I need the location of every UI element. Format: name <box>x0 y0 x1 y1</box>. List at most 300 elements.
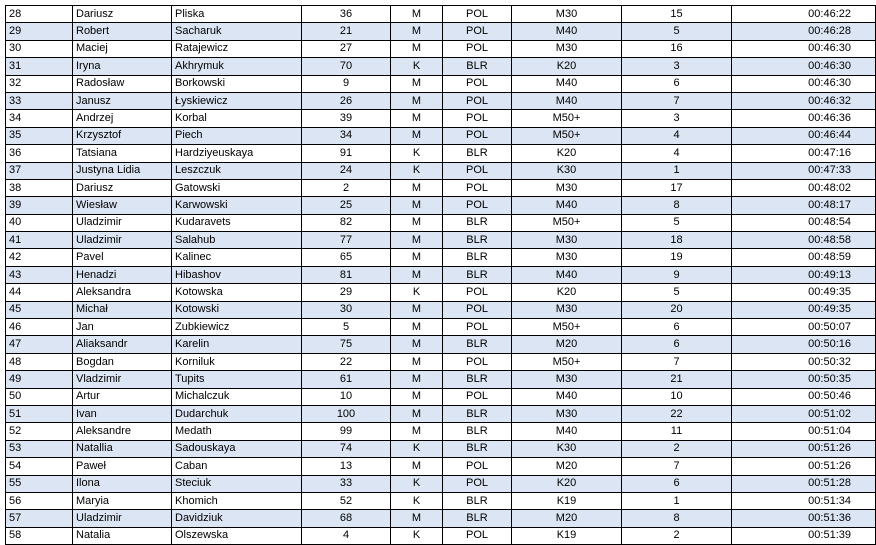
nationality-cell: BLR <box>443 371 512 388</box>
bib-number-cell: 2 <box>302 179 391 196</box>
category-place-cell: 18 <box>622 232 732 249</box>
last-name-cell: Piech <box>172 127 302 144</box>
table-row <box>6 266 876 283</box>
category-place-cell: 8 <box>622 197 732 214</box>
last-name-cell: Kalinec <box>172 249 302 266</box>
last-name-cell: Medath <box>172 423 302 440</box>
table-row <box>6 371 876 388</box>
nationality-cell: POL <box>443 110 512 127</box>
first-name-cell: Henadzi <box>73 266 172 283</box>
place-cell: 41 <box>6 232 73 249</box>
first-name-cell: Michał <box>73 301 172 318</box>
first-name-cell: Aleksandra <box>73 284 172 301</box>
finish-time-cell: 00:48:59 <box>732 249 876 266</box>
category-cell: M50+ <box>512 214 622 231</box>
finish-time-cell: 00:51:34 <box>732 492 876 509</box>
bib-number-cell: 65 <box>302 249 391 266</box>
last-name-cell: Karwowski <box>172 197 302 214</box>
table-row <box>6 475 876 492</box>
last-name-cell: Tupits <box>172 371 302 388</box>
finish-time-cell: 00:51:39 <box>732 527 876 544</box>
category-cell: M40 <box>512 423 622 440</box>
nationality-cell: POL <box>443 197 512 214</box>
bib-number-cell: 82 <box>302 214 391 231</box>
sex-cell: M <box>391 336 443 353</box>
category-place-cell: 3 <box>622 58 732 75</box>
first-name-cell: Ilona <box>73 475 172 492</box>
bib-number-cell: 10 <box>302 388 391 405</box>
finish-time-cell: 00:46:44 <box>732 127 876 144</box>
finish-time-cell: 00:51:02 <box>732 405 876 422</box>
place-cell: 31 <box>6 58 73 75</box>
results-table <box>5 5 876 545</box>
category-cell: M30 <box>512 249 622 266</box>
last-name-cell: Olszewska <box>172 527 302 544</box>
place-cell: 37 <box>6 162 73 179</box>
category-cell: K19 <box>512 492 622 509</box>
category-cell: M50+ <box>512 319 622 336</box>
category-cell: K19 <box>512 527 622 544</box>
category-cell: M30 <box>512 301 622 318</box>
results-table-body <box>6 6 876 545</box>
nationality-cell: POL <box>443 40 512 57</box>
table-row <box>6 284 876 301</box>
sex-cell: M <box>391 510 443 527</box>
category-cell: K20 <box>512 58 622 75</box>
place-cell: 40 <box>6 214 73 231</box>
sex-cell: M <box>391 40 443 57</box>
bib-number-cell: 68 <box>302 510 391 527</box>
first-name-cell: Dariusz <box>73 179 172 196</box>
sex-cell: M <box>391 319 443 336</box>
sex-cell: M <box>391 110 443 127</box>
category-place-cell: 6 <box>622 336 732 353</box>
category-cell: M40 <box>512 23 622 40</box>
table-row <box>6 301 876 318</box>
category-place-cell: 10 <box>622 388 732 405</box>
category-cell: M30 <box>512 371 622 388</box>
bib-number-cell: 13 <box>302 458 391 475</box>
last-name-cell: Khomich <box>172 492 302 509</box>
nationality-cell: POL <box>443 179 512 196</box>
category-cell: M20 <box>512 510 622 527</box>
last-name-cell: Kotowska <box>172 284 302 301</box>
first-name-cell: Vladzimir <box>73 371 172 388</box>
last-name-cell: Steciuk <box>172 475 302 492</box>
category-cell: M30 <box>512 6 622 23</box>
last-name-cell: Davidziuk <box>172 510 302 527</box>
finish-time-cell: 00:51:28 <box>732 475 876 492</box>
last-name-cell: Akhrymuk <box>172 58 302 75</box>
nationality-cell: BLR <box>443 423 512 440</box>
category-cell: M40 <box>512 92 622 109</box>
first-name-cell: Krzysztof <box>73 127 172 144</box>
sex-cell: M <box>391 127 443 144</box>
table-row <box>6 440 876 457</box>
category-place-cell: 15 <box>622 6 732 23</box>
category-place-cell: 6 <box>622 75 732 92</box>
finish-time-cell: 00:50:16 <box>732 336 876 353</box>
last-name-cell: Dudarchuk <box>172 405 302 422</box>
category-place-cell: 7 <box>622 458 732 475</box>
place-cell: 39 <box>6 197 73 214</box>
category-cell: M40 <box>512 75 622 92</box>
last-name-cell: Karelin <box>172 336 302 353</box>
finish-time-cell: 00:50:46 <box>732 388 876 405</box>
sex-cell: K <box>391 492 443 509</box>
category-place-cell: 4 <box>622 127 732 144</box>
first-name-cell: Uladzimir <box>73 232 172 249</box>
finish-time-cell: 00:48:54 <box>732 214 876 231</box>
nationality-cell: BLR <box>443 510 512 527</box>
place-cell: 36 <box>6 145 73 162</box>
bib-number-cell: 9 <box>302 75 391 92</box>
last-name-cell: Hibashov <box>172 266 302 283</box>
bib-number-cell: 30 <box>302 301 391 318</box>
table-row <box>6 232 876 249</box>
category-place-cell: 2 <box>622 440 732 457</box>
place-cell: 55 <box>6 475 73 492</box>
place-cell: 53 <box>6 440 73 457</box>
bib-number-cell: 81 <box>302 266 391 283</box>
category-cell: M50+ <box>512 127 622 144</box>
last-name-cell: Korbal <box>172 110 302 127</box>
sex-cell: M <box>391 75 443 92</box>
first-name-cell: Natalia <box>73 527 172 544</box>
finish-time-cell: 00:46:30 <box>732 58 876 75</box>
category-cell: M30 <box>512 179 622 196</box>
place-cell: 50 <box>6 388 73 405</box>
category-cell: M50+ <box>512 110 622 127</box>
nationality-cell: POL <box>443 75 512 92</box>
category-place-cell: 7 <box>622 353 732 370</box>
category-place-cell: 1 <box>622 162 732 179</box>
sex-cell: M <box>391 266 443 283</box>
sex-cell: K <box>391 475 443 492</box>
first-name-cell: Wiesław <box>73 197 172 214</box>
nationality-cell: BLR <box>443 249 512 266</box>
category-place-cell: 21 <box>622 371 732 388</box>
table-row <box>6 110 876 127</box>
sex-cell: K <box>391 162 443 179</box>
nationality-cell: POL <box>443 23 512 40</box>
category-place-cell: 11 <box>622 423 732 440</box>
bib-number-cell: 5 <box>302 319 391 336</box>
place-cell: 28 <box>6 6 73 23</box>
table-row <box>6 162 876 179</box>
bib-number-cell: 74 <box>302 440 391 457</box>
finish-time-cell: 00:48:02 <box>732 179 876 196</box>
first-name-cell: Ivan <box>73 405 172 422</box>
last-name-cell: Gatowski <box>172 179 302 196</box>
last-name-cell: Hardziyeuskaya <box>172 145 302 162</box>
sex-cell: K <box>391 440 443 457</box>
table-row <box>6 214 876 231</box>
nationality-cell: BLR <box>443 232 512 249</box>
category-place-cell: 6 <box>622 475 732 492</box>
nationality-cell: BLR <box>443 440 512 457</box>
last-name-cell: Zubkiewicz <box>172 319 302 336</box>
bib-number-cell: 29 <box>302 284 391 301</box>
category-place-cell: 3 <box>622 110 732 127</box>
nationality-cell: POL <box>443 475 512 492</box>
nationality-cell: BLR <box>443 336 512 353</box>
place-cell: 30 <box>6 40 73 57</box>
bib-number-cell: 4 <box>302 527 391 544</box>
first-name-cell: Jan <box>73 319 172 336</box>
table-row <box>6 127 876 144</box>
first-name-cell: Maciej <box>73 40 172 57</box>
place-cell: 57 <box>6 510 73 527</box>
first-name-cell: Dariusz <box>73 6 172 23</box>
category-place-cell: 9 <box>622 266 732 283</box>
bib-number-cell: 33 <box>302 475 391 492</box>
category-place-cell: 22 <box>622 405 732 422</box>
nationality-cell: BLR <box>443 214 512 231</box>
nationality-cell: POL <box>443 301 512 318</box>
first-name-cell: Maryia <box>73 492 172 509</box>
sex-cell: K <box>391 284 443 301</box>
finish-time-cell: 00:51:26 <box>732 440 876 457</box>
category-cell: M30 <box>512 40 622 57</box>
first-name-cell: Robert <box>73 23 172 40</box>
nationality-cell: BLR <box>443 492 512 509</box>
table-row <box>6 492 876 509</box>
place-cell: 51 <box>6 405 73 422</box>
last-name-cell: Kudaravets <box>172 214 302 231</box>
finish-time-cell: 00:48:17 <box>732 197 876 214</box>
last-name-cell: Sacharuk <box>172 23 302 40</box>
bib-number-cell: 77 <box>302 232 391 249</box>
bib-number-cell: 21 <box>302 23 391 40</box>
finish-time-cell: 00:51:36 <box>732 510 876 527</box>
table-row <box>6 197 876 214</box>
category-place-cell: 5 <box>622 284 732 301</box>
table-row <box>6 458 876 475</box>
first-name-cell: Tatsiana <box>73 145 172 162</box>
category-place-cell: 2 <box>622 527 732 544</box>
place-cell: 32 <box>6 75 73 92</box>
bib-number-cell: 61 <box>302 371 391 388</box>
finish-time-cell: 00:49:13 <box>732 266 876 283</box>
last-name-cell: Sadouskaya <box>172 440 302 457</box>
first-name-cell: Pavel <box>73 249 172 266</box>
last-name-cell: Michalczuk <box>172 388 302 405</box>
table-row <box>6 353 876 370</box>
category-cell: K20 <box>512 284 622 301</box>
last-name-cell: Korniluk <box>172 353 302 370</box>
bib-number-cell: 75 <box>302 336 391 353</box>
nationality-cell: BLR <box>443 145 512 162</box>
bib-number-cell: 99 <box>302 423 391 440</box>
category-cell: M40 <box>512 266 622 283</box>
table-row <box>6 336 876 353</box>
category-cell: M50+ <box>512 353 622 370</box>
category-cell: M40 <box>512 388 622 405</box>
table-row <box>6 405 876 422</box>
place-cell: 35 <box>6 127 73 144</box>
finish-time-cell: 00:51:04 <box>732 423 876 440</box>
table-row <box>6 423 876 440</box>
finish-time-cell: 00:51:26 <box>732 458 876 475</box>
category-place-cell: 8 <box>622 510 732 527</box>
place-cell: 42 <box>6 249 73 266</box>
table-row <box>6 58 876 75</box>
category-place-cell: 4 <box>622 145 732 162</box>
category-place-cell: 16 <box>622 40 732 57</box>
bib-number-cell: 39 <box>302 110 391 127</box>
sex-cell: M <box>391 371 443 388</box>
bib-number-cell: 27 <box>302 40 391 57</box>
sex-cell: K <box>391 58 443 75</box>
last-name-cell: Borkowski <box>172 75 302 92</box>
first-name-cell: Uladzimir <box>73 510 172 527</box>
bib-number-cell: 70 <box>302 58 391 75</box>
category-cell: M30 <box>512 232 622 249</box>
bib-number-cell: 22 <box>302 353 391 370</box>
nationality-cell: POL <box>443 162 512 179</box>
table-row <box>6 319 876 336</box>
finish-time-cell: 00:50:35 <box>732 371 876 388</box>
first-name-cell: Uladzimir <box>73 214 172 231</box>
category-cell: K20 <box>512 145 622 162</box>
bib-number-cell: 36 <box>302 6 391 23</box>
place-cell: 34 <box>6 110 73 127</box>
category-place-cell: 7 <box>622 92 732 109</box>
table-row <box>6 6 876 23</box>
finish-time-cell: 00:47:16 <box>732 145 876 162</box>
place-cell: 52 <box>6 423 73 440</box>
table-row <box>6 23 876 40</box>
nationality-cell: POL <box>443 284 512 301</box>
place-cell: 56 <box>6 492 73 509</box>
category-cell: K30 <box>512 440 622 457</box>
bib-number-cell: 26 <box>302 92 391 109</box>
category-cell: M20 <box>512 458 622 475</box>
place-cell: 45 <box>6 301 73 318</box>
last-name-cell: Kotowski <box>172 301 302 318</box>
place-cell: 54 <box>6 458 73 475</box>
table-row <box>6 145 876 162</box>
sex-cell: K <box>391 527 443 544</box>
place-cell: 49 <box>6 371 73 388</box>
sex-cell: M <box>391 423 443 440</box>
finish-time-cell: 00:50:07 <box>732 319 876 336</box>
table-row <box>6 75 876 92</box>
finish-time-cell: 00:46:30 <box>732 75 876 92</box>
last-name-cell: Caban <box>172 458 302 475</box>
category-cell: K20 <box>512 475 622 492</box>
last-name-cell: Łyskiewicz <box>172 92 302 109</box>
nationality-cell: BLR <box>443 405 512 422</box>
nationality-cell: POL <box>443 92 512 109</box>
place-cell: 48 <box>6 353 73 370</box>
category-cell: M40 <box>512 197 622 214</box>
nationality-cell: POL <box>443 388 512 405</box>
finish-time-cell: 00:47:33 <box>732 162 876 179</box>
category-place-cell: 17 <box>622 179 732 196</box>
place-cell: 38 <box>6 179 73 196</box>
sex-cell: M <box>391 214 443 231</box>
sex-cell: K <box>391 145 443 162</box>
first-name-cell: Artur <box>73 388 172 405</box>
nationality-cell: POL <box>443 6 512 23</box>
place-cell: 46 <box>6 319 73 336</box>
finish-time-cell: 00:50:32 <box>732 353 876 370</box>
first-name-cell: Iryna <box>73 58 172 75</box>
nationality-cell: POL <box>443 527 512 544</box>
table-row <box>6 40 876 57</box>
nationality-cell: BLR <box>443 266 512 283</box>
category-place-cell: 5 <box>622 23 732 40</box>
category-place-cell: 6 <box>622 319 732 336</box>
category-place-cell: 1 <box>622 492 732 509</box>
bib-number-cell: 34 <box>302 127 391 144</box>
place-cell: 33 <box>6 92 73 109</box>
table-row <box>6 179 876 196</box>
sex-cell: M <box>391 179 443 196</box>
last-name-cell: Pliska <box>172 6 302 23</box>
place-cell: 43 <box>6 266 73 283</box>
place-cell: 47 <box>6 336 73 353</box>
sex-cell: M <box>391 388 443 405</box>
category-place-cell: 20 <box>622 301 732 318</box>
place-cell: 29 <box>6 23 73 40</box>
bib-number-cell: 52 <box>302 492 391 509</box>
first-name-cell: Andrzej <box>73 110 172 127</box>
finish-time-cell: 00:49:35 <box>732 284 876 301</box>
place-cell: 58 <box>6 527 73 544</box>
last-name-cell: Leszczuk <box>172 162 302 179</box>
bib-number-cell: 91 <box>302 145 391 162</box>
category-cell: M20 <box>512 336 622 353</box>
table-row <box>6 510 876 527</box>
bib-number-cell: 100 <box>302 405 391 422</box>
bib-number-cell: 25 <box>302 197 391 214</box>
category-cell: M30 <box>512 405 622 422</box>
bib-number-cell: 24 <box>302 162 391 179</box>
sex-cell: M <box>391 353 443 370</box>
sex-cell: M <box>391 92 443 109</box>
first-name-cell: Natallia <box>73 440 172 457</box>
first-name-cell: Aliaksandr <box>73 336 172 353</box>
sex-cell: M <box>391 458 443 475</box>
table-row <box>6 92 876 109</box>
first-name-cell: Radosław <box>73 75 172 92</box>
last-name-cell: Salahub <box>172 232 302 249</box>
sex-cell: M <box>391 405 443 422</box>
finish-time-cell: 00:46:22 <box>732 6 876 23</box>
nationality-cell: POL <box>443 353 512 370</box>
place-cell: 44 <box>6 284 73 301</box>
last-name-cell: Ratajewicz <box>172 40 302 57</box>
table-row <box>6 249 876 266</box>
sex-cell: M <box>391 232 443 249</box>
nationality-cell: POL <box>443 127 512 144</box>
category-place-cell: 5 <box>622 214 732 231</box>
category-place-cell: 19 <box>622 249 732 266</box>
sex-cell: M <box>391 249 443 266</box>
table-row <box>6 527 876 544</box>
first-name-cell: Aleksandre <box>73 423 172 440</box>
finish-time-cell: 00:46:32 <box>732 92 876 109</box>
sex-cell: M <box>391 6 443 23</box>
nationality-cell: POL <box>443 458 512 475</box>
first-name-cell: Janusz <box>73 92 172 109</box>
finish-time-cell: 00:46:30 <box>732 40 876 57</box>
finish-time-cell: 00:46:36 <box>732 110 876 127</box>
first-name-cell: Paweł <box>73 458 172 475</box>
